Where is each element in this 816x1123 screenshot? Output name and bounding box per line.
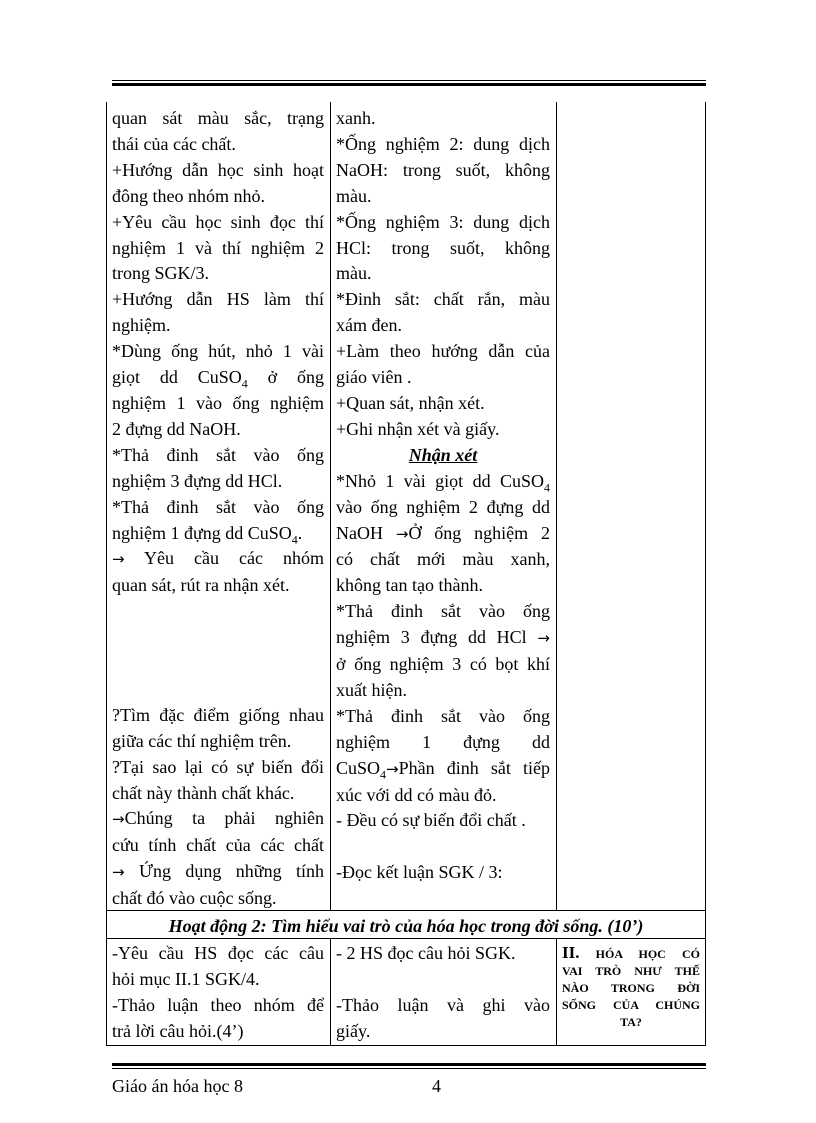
text-line: *Thả đinh sắt vào ống (336, 601, 550, 622)
arrow-icon: → (112, 810, 125, 829)
text-line: quan sát màu sắc, trạng (112, 108, 324, 128)
subscript: 4 (241, 376, 248, 391)
text-line (112, 521, 324, 547)
text-fragment: CuSO (336, 757, 381, 778)
subscript: 4 (380, 767, 387, 782)
text-line: TA? (620, 1015, 642, 1029)
text-line (336, 625, 550, 652)
text-line: xám đen. (336, 315, 402, 336)
text-fragment: nghiệm 3 đựng dd HCl (336, 627, 527, 648)
arrow-icon: → (395, 524, 409, 543)
section-number: II. (562, 943, 580, 962)
text-line (562, 944, 700, 963)
text-line: *Ống nghiệm 2: dung dịch (336, 133, 550, 154)
text-line: HCl: trong suốt, không (336, 237, 550, 258)
text-line: +Quan sát, nhận xét. (336, 392, 485, 413)
text-line: nghiệm 1 và thí nghiệm 2 (112, 237, 324, 258)
text-fragment: . (297, 522, 303, 543)
text-line: 2 đựng dd NaOH. (112, 418, 241, 439)
footer-title: Giáo án hóa học 8 (112, 1076, 243, 1096)
student-activity-cell-2 (336, 941, 550, 1045)
text-line: ở ống nghiệm 3 có bọt khí (336, 654, 550, 675)
subscript: 4 (544, 480, 550, 495)
text-line: xúc với dd có màu đỏ. (336, 784, 497, 805)
text-fragment: giọt dd CuSO (112, 367, 242, 388)
text-line: trong SGK/3. (112, 263, 210, 284)
text-line: nghiệm 1 đựng dd (336, 731, 550, 752)
text-fragment: Phần đinh sắt tiếp (398, 757, 550, 778)
text-fragment: NaOH (336, 522, 383, 543)
text-fragment: nghiệm 1 đựng dd CuSO (112, 522, 292, 543)
text-line: màu. (336, 185, 372, 206)
text-line: +Hướng dẫn học sinh hoạt (112, 159, 324, 180)
text-fragment: ở ống (267, 367, 324, 388)
arrow-icon: → (112, 863, 125, 882)
text-line (112, 546, 324, 573)
header-rule (112, 80, 706, 86)
text-line: chất này thành chất khác. (112, 782, 295, 803)
text-line: màu. (336, 263, 372, 284)
text-line (336, 469, 550, 495)
text-line: chất đó vào cuộc sống. (112, 888, 277, 909)
text-line: - Đều có sự biến đổi chất . (336, 810, 526, 831)
text-line: giữa các thí nghiệm trên. (112, 730, 292, 751)
text-line (336, 521, 550, 548)
text-line: quan sát, rút ra nhận xét. (112, 575, 290, 596)
text-fragment: Ứng dụng những tính (139, 861, 324, 882)
arrow-icon: → (386, 759, 399, 778)
text-fragment: Yêu cầu các nhóm (143, 548, 324, 569)
table-border-col2 (556, 102, 557, 910)
text-line: NaOH: trong suốt, không (336, 159, 550, 180)
text-fragment: *Nhỏ 1 vài giọt dd CuSO (336, 470, 544, 491)
text-line: thái của các chất. (112, 133, 236, 154)
subscript: 4 (291, 532, 298, 547)
text-line: giáo viên . (336, 367, 412, 388)
text-line: *Đinh sắt: chất rắn, màu (336, 289, 550, 310)
text-line: nghiệm 3 đựng dd HCl. (112, 470, 283, 491)
text-line: có chất mới màu xanh, (336, 549, 550, 570)
footer-rule (112, 1063, 706, 1069)
table-border-right (705, 102, 706, 1046)
arrow-icon: → (537, 629, 550, 648)
table-row-divider (106, 938, 706, 939)
text-line: VAI TRÒ NHƯ THẾ (562, 964, 700, 978)
text-line: ?Tìm đặc điểm giống nhau (112, 704, 324, 725)
text-line (112, 859, 324, 886)
text-line: +Yêu cầu học sinh đọc thí (112, 211, 324, 232)
table-border-col1 (330, 102, 331, 910)
teacher-activity-cell (112, 106, 324, 912)
text-line: xanh. (336, 108, 376, 128)
text-line: *Thả đinh sắt vào ống (336, 705, 550, 726)
text-line: -Thảo luận theo nhóm để (112, 994, 324, 1015)
text-line: +Ghi nhận xét và giấy. (336, 418, 500, 439)
activity-2-heading: Hoạt động 2: Tìm hiểu vai trò của hóa học trong đời sống. (10’) (168, 916, 644, 936)
table-border-col2 (556, 938, 557, 1046)
text-line: không tan tạo thành. (336, 575, 483, 596)
table-bottom-border (106, 1045, 706, 1046)
text-line: xuất hiện. (336, 679, 407, 700)
text-line: trả lời câu hỏi.(4’) (112, 1020, 244, 1041)
text-line: *Thả đinh sắt vào ống (112, 496, 324, 517)
text-line (336, 443, 550, 469)
teacher-activity-cell-2 (112, 941, 324, 1045)
table-border-left (106, 102, 107, 1046)
text-line: nghiệm 1 vào ống nghiệm (112, 392, 324, 413)
text-fragment: HÓA HỌC CÓ (595, 947, 700, 961)
text-line: +Làm theo hướng dẫn của (336, 341, 550, 362)
text-line (112, 806, 324, 833)
student-activity-cell (336, 106, 550, 886)
text-line: *Ống nghiệm 3: dung dịch (336, 211, 550, 232)
text-fragment: Ở ống nghiệm 2 (408, 522, 550, 543)
observation-heading: Nhận xét (408, 444, 478, 465)
content-cell-2 (562, 944, 700, 1031)
text-line: cứu tính chất của các chất (112, 835, 324, 856)
text-line: SỐNG CỦA CHÚNG (562, 998, 700, 1012)
text-line: +Hướng dẫn HS làm thí (112, 289, 324, 310)
text-line (336, 756, 550, 783)
text-line: nghiệm. (112, 315, 171, 336)
text-line: -Đọc kết luận SGK / 3: (336, 862, 503, 883)
text-line: hỏi mục II.1 SGK/4. (112, 968, 260, 989)
text-line (112, 365, 324, 391)
text-line: *Thả đinh sắt vào ống (112, 444, 324, 465)
text-line: - 2 HS đọc câu hỏi SGK. (336, 943, 516, 963)
table-border-col1 (330, 938, 331, 1046)
text-line: ?Tại sao lại có sự biến đổi (112, 756, 324, 777)
text-line: giấy. (336, 1020, 371, 1041)
text-line: -Thảo luận và ghi vào (336, 994, 550, 1015)
text-line: NÀO TRONG ĐỜI (562, 981, 700, 995)
page-number: 4 (432, 1076, 441, 1096)
text-line: -Yêu cầu HS đọc các câu (112, 943, 324, 963)
text-line: vào ống nghiệm 2 đựng dd (336, 496, 550, 517)
text-fragment: Chúng ta phải nghiên (124, 808, 324, 829)
text-line: *Dùng ống hút, nhỏ 1 vài (112, 341, 324, 362)
arrow-icon: → (112, 550, 125, 569)
text-line: đông theo nhóm nhỏ. (112, 185, 265, 206)
